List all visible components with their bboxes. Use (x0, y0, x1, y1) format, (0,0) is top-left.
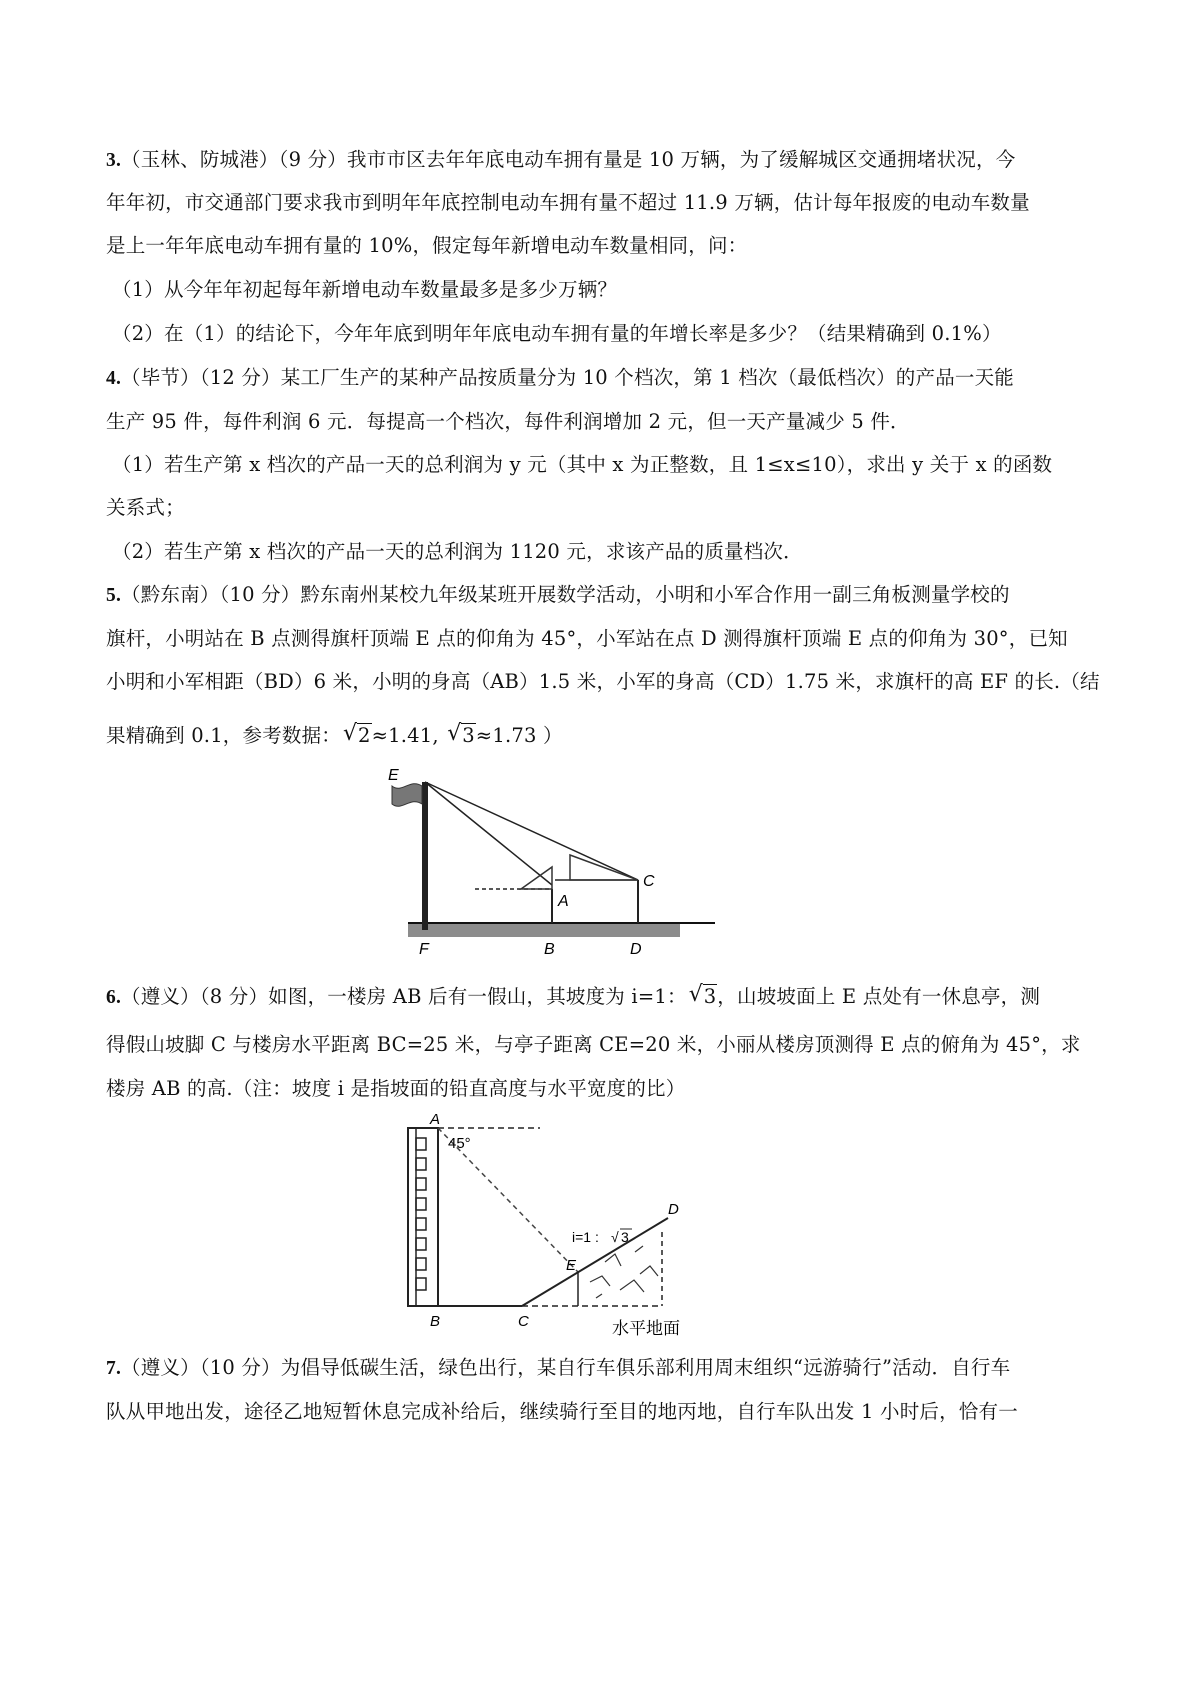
q4-part-1a: （1）若生产第 x 档次的产品一天的总利润为 y 元（其中 x 为正整数，且 1≤x≤10），求出 y 关于 x 的函数 (112, 453, 1053, 476)
q5-text-1: （黔东南）（10 分）黔东南州某校九年级某班开展数学活动，小明和小军合作用一副三角板测量学校的 (121, 583, 1010, 606)
flagpole-figure (380, 760, 720, 960)
label-e: E (388, 767, 399, 784)
q7-number: 7. (106, 1358, 122, 1379)
sight-line-a (425, 782, 552, 885)
q5-line-1 (106, 579, 1010, 607)
sight-line-c (425, 782, 638, 880)
building-windows (416, 1138, 426, 1290)
q3-part-2: （2）在（1）的结论下，今年年底到明年年底电动车拥有量的年增长率是多少？（结果精确到 0.1%） (112, 322, 1002, 345)
q3-line-1 (106, 144, 1015, 172)
label-f: F (419, 941, 429, 958)
q6-text-1a: （遵义）（8 分）如图，一楼房 AB 后有一假山，其坡度为 i=1： (121, 985, 687, 1008)
q3-part-1: （1）从今年年初起每年新增电动车数量最多是多少万辆？ (112, 278, 618, 301)
slope-sqrt-value: 3 (621, 1229, 629, 1245)
q4-line-2: 生产 95 件，每件利润 6 元．每提高一个档次，每件利润增加 2 元，但一天产量减少 5 件． (106, 410, 910, 433)
sqrt-3-value: ≈1.73 ） (475, 724, 563, 747)
q3-line-2: 年年初，市交通部门要求我市到明年年底控制电动车拥有量不超过 11.9 万辆，估计每年报废的电动车数量 (106, 191, 1030, 214)
q6-line-3: 楼房 AB 的高.（注：坡度 i 是指坡面的铅直高度与水平宽度的比） (106, 1077, 686, 1100)
slope-sqrt-sign: √ (611, 1229, 619, 1245)
label-a: A (430, 1112, 441, 1128)
sqrt-2-value: ≈1.41, (371, 724, 439, 747)
q4-part-2: （2）若生产第 x 档次的产品一天的总利润为 1120 元，求该产品的质量档次． (112, 540, 803, 563)
q5-line-2: 旗杆，小明站在 B 点测得旗杆顶端 E 点的仰角为 45°，小军站在点 D 测得旗杆顶端 E 点的仰角为 30°，已知 (106, 627, 1068, 650)
q3-line-3: 是上一年年底电动车拥有量的 10%，假定每年新增电动车数量相同，问： (106, 234, 748, 257)
q4-part-1b: 关系式； (106, 496, 185, 519)
q3-text-1: （玉林、防城港）（9 分）我市市区去年年底电动车拥有量是 10 万辆，为了缓解城区交通拥堵状况，今 (121, 148, 1016, 171)
q6-line-1 (106, 981, 1040, 1009)
label-b: B (544, 941, 555, 958)
label-d: D (668, 1201, 679, 1218)
label-b: B (430, 1313, 441, 1330)
angle-45: 45° (448, 1135, 471, 1152)
sqrt-3: √ 3 (449, 724, 476, 747)
triangle-board-a (521, 867, 552, 889)
q6-text-1b: ，山坡坡面上 E 点处有一休息亭，测 (717, 985, 1041, 1008)
label-c: C (518, 1313, 529, 1330)
slope-label: i=1 : (572, 1229, 599, 1245)
ground-label: 水平地面 (612, 1319, 680, 1338)
hill-texture (590, 1246, 658, 1298)
sqrt-3-slope: √ 3 (691, 985, 718, 1008)
q7-text-1: （遵义）（10 分）为倡导低碳生活，绿色出行，某自行车俱乐部利用周末组织“远游骑行”活动．自行车 (121, 1356, 1011, 1379)
q4-number: 4. (106, 368, 122, 389)
q6-number: 6. (106, 987, 122, 1008)
label-c: C (643, 873, 655, 890)
q5-text-4: 果精确到 0.1，参考数据： (106, 724, 342, 747)
q5-line-4 (106, 720, 563, 748)
q7-line-2: 队从甲地出发，途径乙地短暂休息完成补给后，继续骑行至目的地丙地，自行车队出发 1 小时后，恰有一 (106, 1400, 1018, 1423)
q4-line-1 (106, 362, 1014, 390)
sqrt-2: √ 2 (345, 724, 372, 747)
label-a: A (558, 893, 569, 910)
q6-line-2: 得假山坡脚 C 与楼房水平距离 BC=25 米，与亭子距离 CE=20 米，小丽从楼房顶测得 E 点的俯角为 45°，求 (106, 1033, 1081, 1056)
label-d: D (630, 941, 642, 958)
triangle-board-c (570, 855, 638, 880)
ground-strip (408, 923, 680, 937)
label-e: E (566, 1257, 577, 1274)
building (408, 1128, 438, 1306)
q3-number: 3. (106, 150, 122, 171)
flag (392, 784, 422, 807)
q7-line-1 (106, 1352, 1010, 1380)
q5-line-3: 小明和小军相距（BD）6 米，小明的身高（AB）1.5 米，小军的身高（CD）1.75 米，求旗杆的高 EF 的长.（结 (106, 670, 1100, 693)
building-hill-figure (400, 1112, 720, 1344)
q5-number: 5. (106, 585, 122, 606)
q4-text-1: （毕节）（12 分）某工厂生产的某种产品按质量分为 10 个档次，第 1 档次（最低档次）的产品一天能 (121, 366, 1015, 389)
